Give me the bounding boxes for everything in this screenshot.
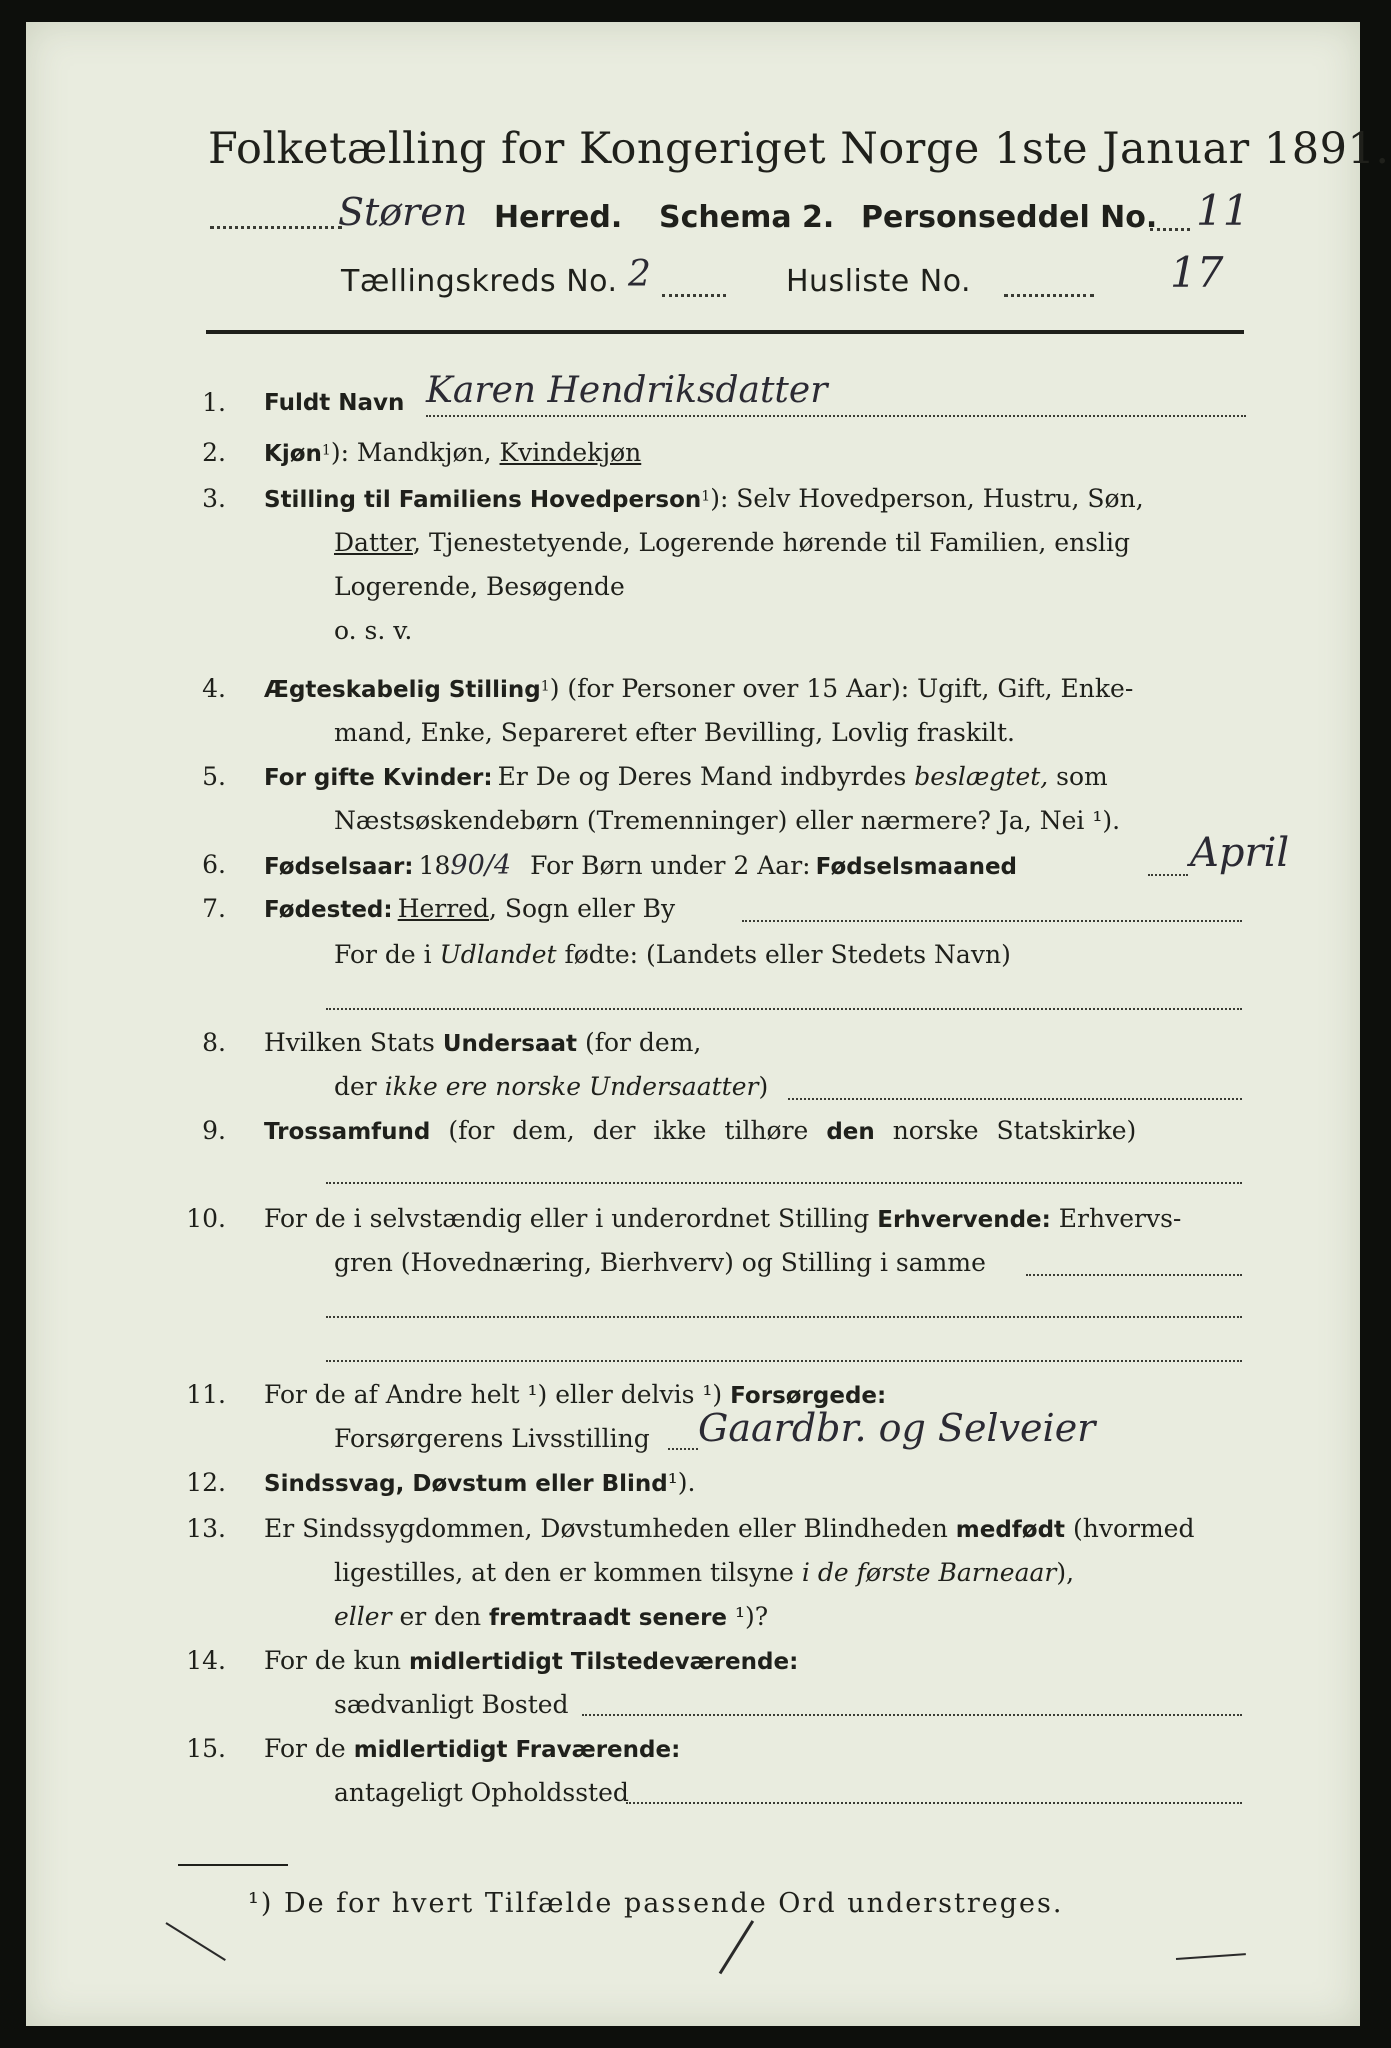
q3-line1-text: ): Selv Hovedperson, Hustru, Søn, — [710, 484, 1144, 513]
q10-blank-line-2 — [326, 1360, 1242, 1362]
q8-line2-c: ) — [758, 1072, 769, 1101]
q1-dots — [426, 415, 1246, 417]
q2-sup: 1 — [321, 442, 331, 459]
q7-dots — [742, 920, 1242, 922]
q10-line2-dots — [1026, 1274, 1242, 1276]
q3-line3: Logerende, Besøgende — [334, 572, 625, 601]
q10-line1-b: Erhvervs- — [1050, 1204, 1182, 1233]
q13-line2 — [334, 1558, 1074, 1587]
q13-line1-a: Er Sindssygdommen, Døvstumheden eller Blindheden — [264, 1514, 956, 1543]
q9-text2: norske Statskirke) — [874, 1116, 1137, 1145]
q8-line2 — [334, 1072, 768, 1101]
q5-line2: Næstsøskendebørn (Tremenninger) eller nærmere? Ja, Nei ¹). — [334, 806, 1121, 835]
q2-label: Kjøn — [264, 441, 322, 467]
q11-label: Forsørgede: — [730, 1383, 887, 1409]
q12-number: 12. — [186, 1468, 226, 1497]
q4-sup: 1 — [540, 678, 550, 695]
q7-label: Fødested: — [264, 897, 393, 923]
form-title: Folketælling for Kongeriget Norge 1ste Januar 1891. — [208, 124, 1390, 174]
q2-text: ): Mandkjøn, — [330, 438, 500, 467]
q10-line1 — [264, 1204, 1181, 1233]
husliste-handwritten: 17 — [1170, 248, 1224, 297]
q11-line2: Forsørgerens Livsstilling — [334, 1424, 650, 1453]
q7-line1 — [264, 894, 675, 923]
q1-number: 1. — [202, 388, 226, 417]
q10-blank-line-1 — [326, 1316, 1242, 1318]
q14-dots — [582, 1714, 1242, 1716]
q13-line1 — [264, 1514, 1194, 1543]
schema-label: Schema 2. — [659, 200, 835, 235]
q8-line2-a: der — [334, 1072, 385, 1101]
taellingskreds-dots — [662, 294, 726, 297]
q10-label: Erhvervende: — [877, 1207, 1051, 1233]
q3-line4: o. s. v. — [334, 616, 413, 645]
q15-line1-a: For de — [264, 1734, 354, 1763]
q7-line2-a: For de i — [334, 940, 440, 969]
q13-bold: medfødt — [955, 1517, 1066, 1543]
q14-number: 14. — [186, 1646, 226, 1675]
q4-line1-text: ) (for Personer over 15 Aar): Ugift, Gift, Enke- — [549, 674, 1134, 703]
q9-blank-line — [326, 1182, 1242, 1184]
q8-line2-italic: ikke ere norske Undersaatter — [384, 1072, 759, 1101]
q15-label: midlertidigt Fraværende: — [353, 1737, 681, 1763]
husliste-dots — [1004, 294, 1094, 297]
q14-line1-a: For de kun — [264, 1646, 409, 1675]
q5-label: For gifte Kvinder: — [264, 765, 493, 791]
q3-number: 3. — [202, 484, 226, 513]
q8-line1-a: Hvilken Stats — [264, 1028, 443, 1057]
q11-dots — [668, 1448, 698, 1450]
q6-prefix: 18 — [418, 851, 451, 880]
q9-bold2: den — [826, 1119, 875, 1145]
q3-label: Stilling til Familiens Hovedperson — [264, 487, 702, 513]
q7-line2-italic: Udlandet — [439, 940, 557, 969]
q7-number: 7. — [202, 894, 226, 923]
herred-label: Herred. — [494, 200, 623, 235]
q5-line1 — [264, 762, 1108, 791]
q15-line1 — [264, 1734, 680, 1763]
q5-line1-end: som — [1048, 762, 1108, 791]
q15-dots — [626, 1802, 1242, 1804]
q12-line — [264, 1468, 696, 1497]
q13-line2-italic: i de første Barneaar — [801, 1558, 1057, 1587]
q6-label2: Fødselsmaaned — [815, 854, 1018, 880]
q4-number: 4. — [202, 674, 226, 703]
q6-number: 6. — [202, 850, 226, 879]
q6-dots — [1148, 874, 1188, 876]
q6-mid: For Børn under 2 Aar: — [530, 851, 811, 880]
q1-label: Fuldt Navn — [264, 390, 405, 416]
q10-number: 10. — [186, 1204, 226, 1233]
q12-tail: ¹). — [667, 1468, 696, 1497]
q4-label: Ægteskabelig Stilling — [264, 677, 541, 703]
herred-dots — [210, 226, 342, 229]
q6-line — [264, 850, 1017, 881]
q11-line1-a: For de af Andre helt ¹) eller delvis ¹) — [264, 1380, 731, 1409]
q6-answer2: April — [1190, 830, 1290, 876]
q5-line1-italic: beslægtet, — [914, 762, 1049, 791]
q8-number: 8. — [202, 1028, 226, 1057]
q8-label: Undersaat — [442, 1031, 577, 1057]
q1-answer: Karen Hendriksdatter — [426, 370, 828, 411]
taellingskreds-label: Tællingskreds No. — [341, 264, 618, 299]
q11-answer: Gaardbr. og Selveier — [698, 1406, 1096, 1450]
q5-number: 5. — [202, 762, 226, 791]
personseddel-handwritten: 11 — [1196, 186, 1250, 235]
husliste-label: Husliste No. — [786, 264, 972, 299]
q11-line1 — [264, 1380, 886, 1409]
q13-line2-c: ), — [1056, 1558, 1075, 1587]
q13-line2-a: ligestilles, at den er kommen tilsyne — [334, 1558, 802, 1587]
q7-line2 — [334, 940, 1011, 969]
personseddel-dots — [1150, 228, 1190, 231]
q7-option-underlined: Herred — [397, 894, 489, 923]
census-form-sheet — [26, 22, 1390, 2026]
footnote-rule — [178, 1864, 288, 1866]
herred-handwritten: Støren — [338, 190, 468, 234]
q4-line1 — [264, 674, 1133, 703]
q6-label: Fødselsaar: — [264, 854, 414, 880]
q10-line1-a: For de i selvstændig eller i underordnet Stilling — [264, 1204, 878, 1233]
q9-number: 9. — [202, 1116, 226, 1145]
personseddel-label: Personseddel No. — [861, 200, 1158, 235]
q4-line2: mand, Enke, Separeret efter Bevilling, Lovlig fraskilt. — [334, 718, 1015, 747]
q14-label: midlertidigt Tilstedeværende: — [408, 1649, 799, 1675]
q2-number: 2. — [202, 438, 226, 467]
q9-label: Trossamfund — [264, 1119, 431, 1145]
pen-mark-center — [719, 1920, 754, 1974]
q3-option-underlined: Datter — [334, 528, 414, 557]
q12-label: Sindssvag, Døvstum eller Blind — [264, 1471, 668, 1497]
q13-line3-b: er den — [391, 1602, 490, 1631]
q5-line1-text: Er De og Deres Mand indbyrdes — [497, 762, 915, 791]
q2-line — [264, 438, 641, 467]
q7-text: , Sogn eller By — [488, 894, 676, 923]
q13-line1-b: (hvormed — [1065, 1514, 1195, 1543]
q10-line2: gren (Hovednæring, Bierhverv) og Stilling i samme — [334, 1248, 986, 1277]
q7-blank-line — [326, 1008, 1242, 1010]
header-rule — [206, 330, 1244, 334]
q13-line3-c: ¹)? — [727, 1602, 769, 1631]
taellingskreds-handwritten: 2 — [628, 254, 651, 295]
q3-sup: 1 — [701, 488, 711, 505]
q8-dots — [788, 1098, 1242, 1100]
q9-line — [264, 1116, 1136, 1145]
q14-line1 — [264, 1646, 798, 1675]
q3-line2 — [334, 528, 1130, 557]
q15-number: 15. — [186, 1734, 226, 1763]
pen-mark-left — [165, 1922, 225, 1961]
q14-line2: sædvanligt Bosted — [334, 1690, 569, 1719]
q3-line2-text: , Tjenestetyende, Logerende hørende til Familien, enslig — [413, 528, 1131, 557]
q13-bold2: fremtraadt senere — [489, 1605, 728, 1631]
q15-line2: antageligt Opholdssted — [334, 1778, 629, 1807]
q13-number: 13. — [186, 1514, 226, 1543]
footnote: ¹) De for hvert Tilfælde passende Ord understreges. — [248, 1888, 1064, 1919]
q11-number: 11. — [186, 1380, 226, 1409]
pen-mark-right — [1176, 1953, 1246, 1960]
q3-line1 — [264, 484, 1144, 513]
q13-line3-italic: eller — [334, 1602, 392, 1631]
q7-line2-c: fødte: (Landets eller Stedets Navn) — [556, 940, 1011, 969]
q13-line3 — [334, 1602, 768, 1631]
q9-text: (for dem, der ikke tilhøre — [430, 1116, 827, 1145]
q8-line1-b: (for dem, — [577, 1028, 702, 1057]
q2-option-underlined: Kvindekjøn — [499, 438, 642, 467]
q8-line1 — [264, 1028, 701, 1057]
q6-answer: 90/4 — [450, 850, 512, 881]
